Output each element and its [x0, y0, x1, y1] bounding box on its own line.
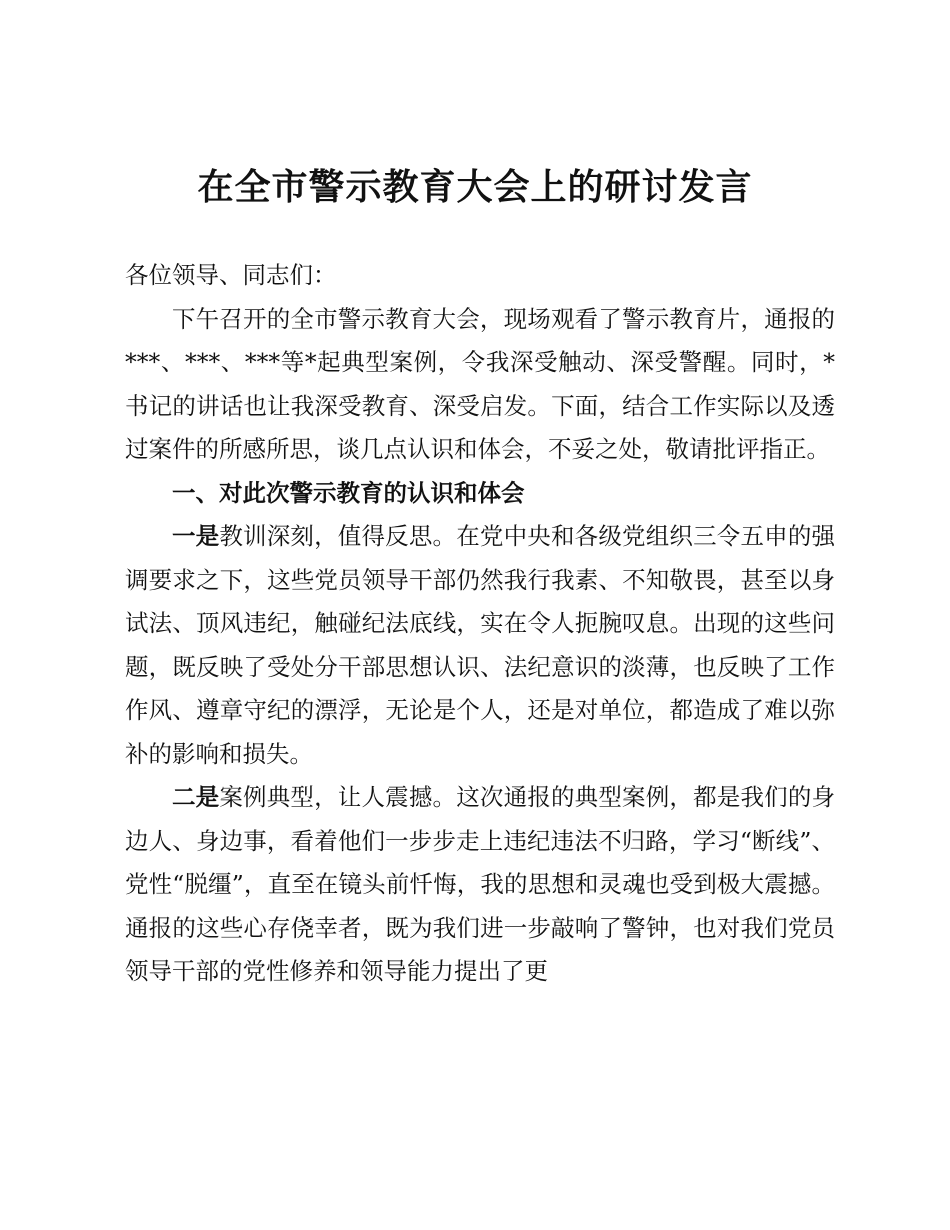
section-heading: 一、对此次警示教育的认识和体会	[172, 478, 525, 507]
point-two-text: 案例典型，让人震撼。这次通报的典型案例，都是我们的身边人、身边事，看着他们一步步走上违纪违法不归路，学习“断线”、党性“脱缰”，直至在镜头前忏悔，我的思想和灵魂也受到极大震撼。通报的这些心存侥幸者，既为我们进一步敲响了警钟，也对我们党员领导干部的党性修养和领导能力提出了更	[125, 783, 836, 985]
salutation: 各位领导、同志们：	[125, 261, 337, 289]
point-two-paragraph	[125, 776, 835, 994]
intro-paragraph: 下午召开的全市警示教育大会，现场观看了警示教育片，通报的***、***、***等*起典型案例，令我深受触动、深受警醒。同时，*书记的讲话也让我深受教育、深受启发。下面，结合工作实际以及透过案件的所感所思，谈几点认识和体会，不妥之处，敬请批评指正。	[125, 304, 835, 463]
document-body	[125, 254, 835, 994]
point-one-lead: 一是	[172, 522, 220, 550]
point-two-lead: 二是	[172, 783, 220, 811]
document-title: 在全市警示教育大会上的研讨发言	[197, 166, 753, 208]
point-one-paragraph	[125, 515, 835, 776]
point-one-text: 教训深刻，值得反思。在党中央和各级党组织三令五申的强调要求之下，这些党员领导干部仍然我行我素、不知敬畏，甚至以身试法、顶风违纪，触碰纪法底线，实在令人扼腕叹息。出现的这些问题，既反映了受处分干部思想认识、法纪意识的淡薄，也反映了工作作风、遵章守纪的漂浮，无论是个人，还是对单位，都造成了难以弥补的影响和损失。	[125, 522, 836, 768]
